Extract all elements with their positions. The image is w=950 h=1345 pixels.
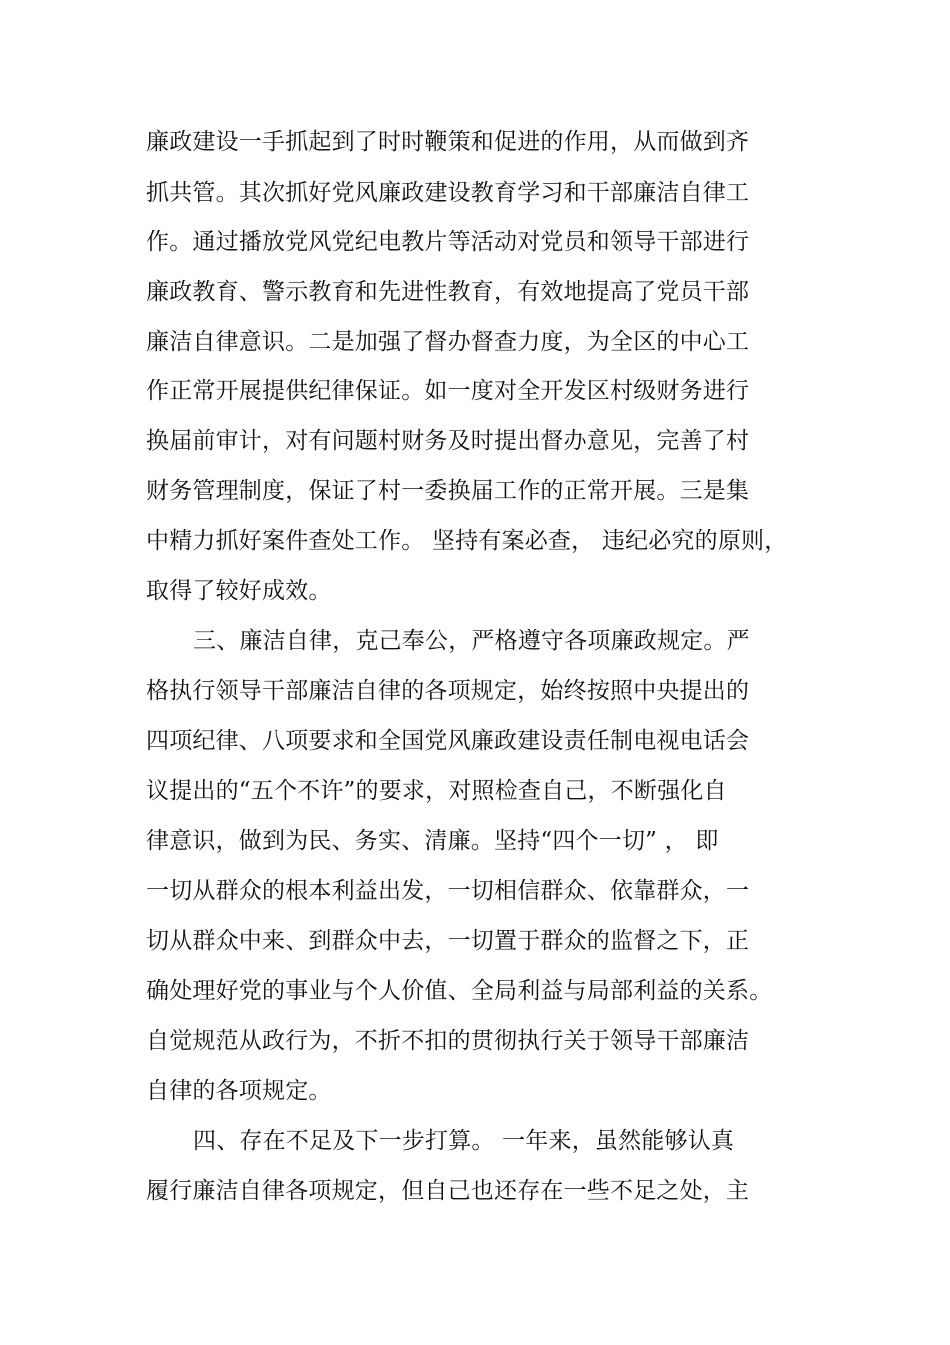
text-line: 廉政建设一手抓起到了时时鞭策和促进的作用，从而做到齐 [146,129,750,155]
text-line: 取得了较好成效。 [146,578,332,604]
text-line: 自律的各项规定。 [146,1078,332,1104]
text-line: 作正常开展提供纪律保证。如一度对全开发区村级财务进行 [146,378,750,404]
text-line: 廉洁自律意识。二是加强了督办督查力度，为全区的中心工 [146,329,750,355]
text-line: 律意识，做到为民、务实、清廉。坚持“四个一切” ， 即 [146,828,719,854]
text-line: 履行廉洁自律各项规定，但自己也还存在一些不足之处，主 [146,1178,750,1204]
text-line: 换届前审计，对有问题村财务及时提出督办意见，完善了村 [146,428,750,454]
text-line: 廉政教育、警示教育和先进性教育，有效地提高了党员干部 [146,279,750,305]
text-line: 议提出的“五个不许”的要求，对照检查自己，不断强化自 [146,778,727,804]
text-line: 四项纪律、八项要求和全国党风廉政建设责任制电视电话会 [146,728,750,754]
text-line: 抓共管。其次抓好党风廉政建设教育学习和干部廉洁自律工 [146,180,750,206]
text-line: 格执行领导干部廉洁自律的各项规定，始终按照中央提出的 [146,678,750,704]
text-line: 自觉规范从政行为，不折不扣的贯彻执行关于领导干部廉洁 [146,1028,750,1054]
paragraph-heading-three: 三、廉洁自律，克己奉公，严格遵守各项廉政规定。严 [193,628,750,654]
text-line: 作。通过播放党风党纪电教片等活动对党员和领导干部进行 [146,229,750,255]
text-line: 中精力抓好案件查处工作。 坚持有案必查， 违纪必究的原则， [146,528,788,554]
paragraph-heading-four: 四、存在不足及下一步打算。 一年来，虽然能够认真 [193,1128,735,1154]
text-line: 确处理好党的事业与个人价值、全局利益与局部利益的关系。 [146,978,773,1004]
text-line: 财务管理制度，保证了村一委换届工作的正常开展。三是集 [146,478,750,504]
text-line: 切从群众中来、到群众中去，一切置于群众的监督之下，正 [146,928,750,954]
text-line: 一切从群众的根本利益出发，一切相信群众、依靠群众，一 [146,878,750,904]
